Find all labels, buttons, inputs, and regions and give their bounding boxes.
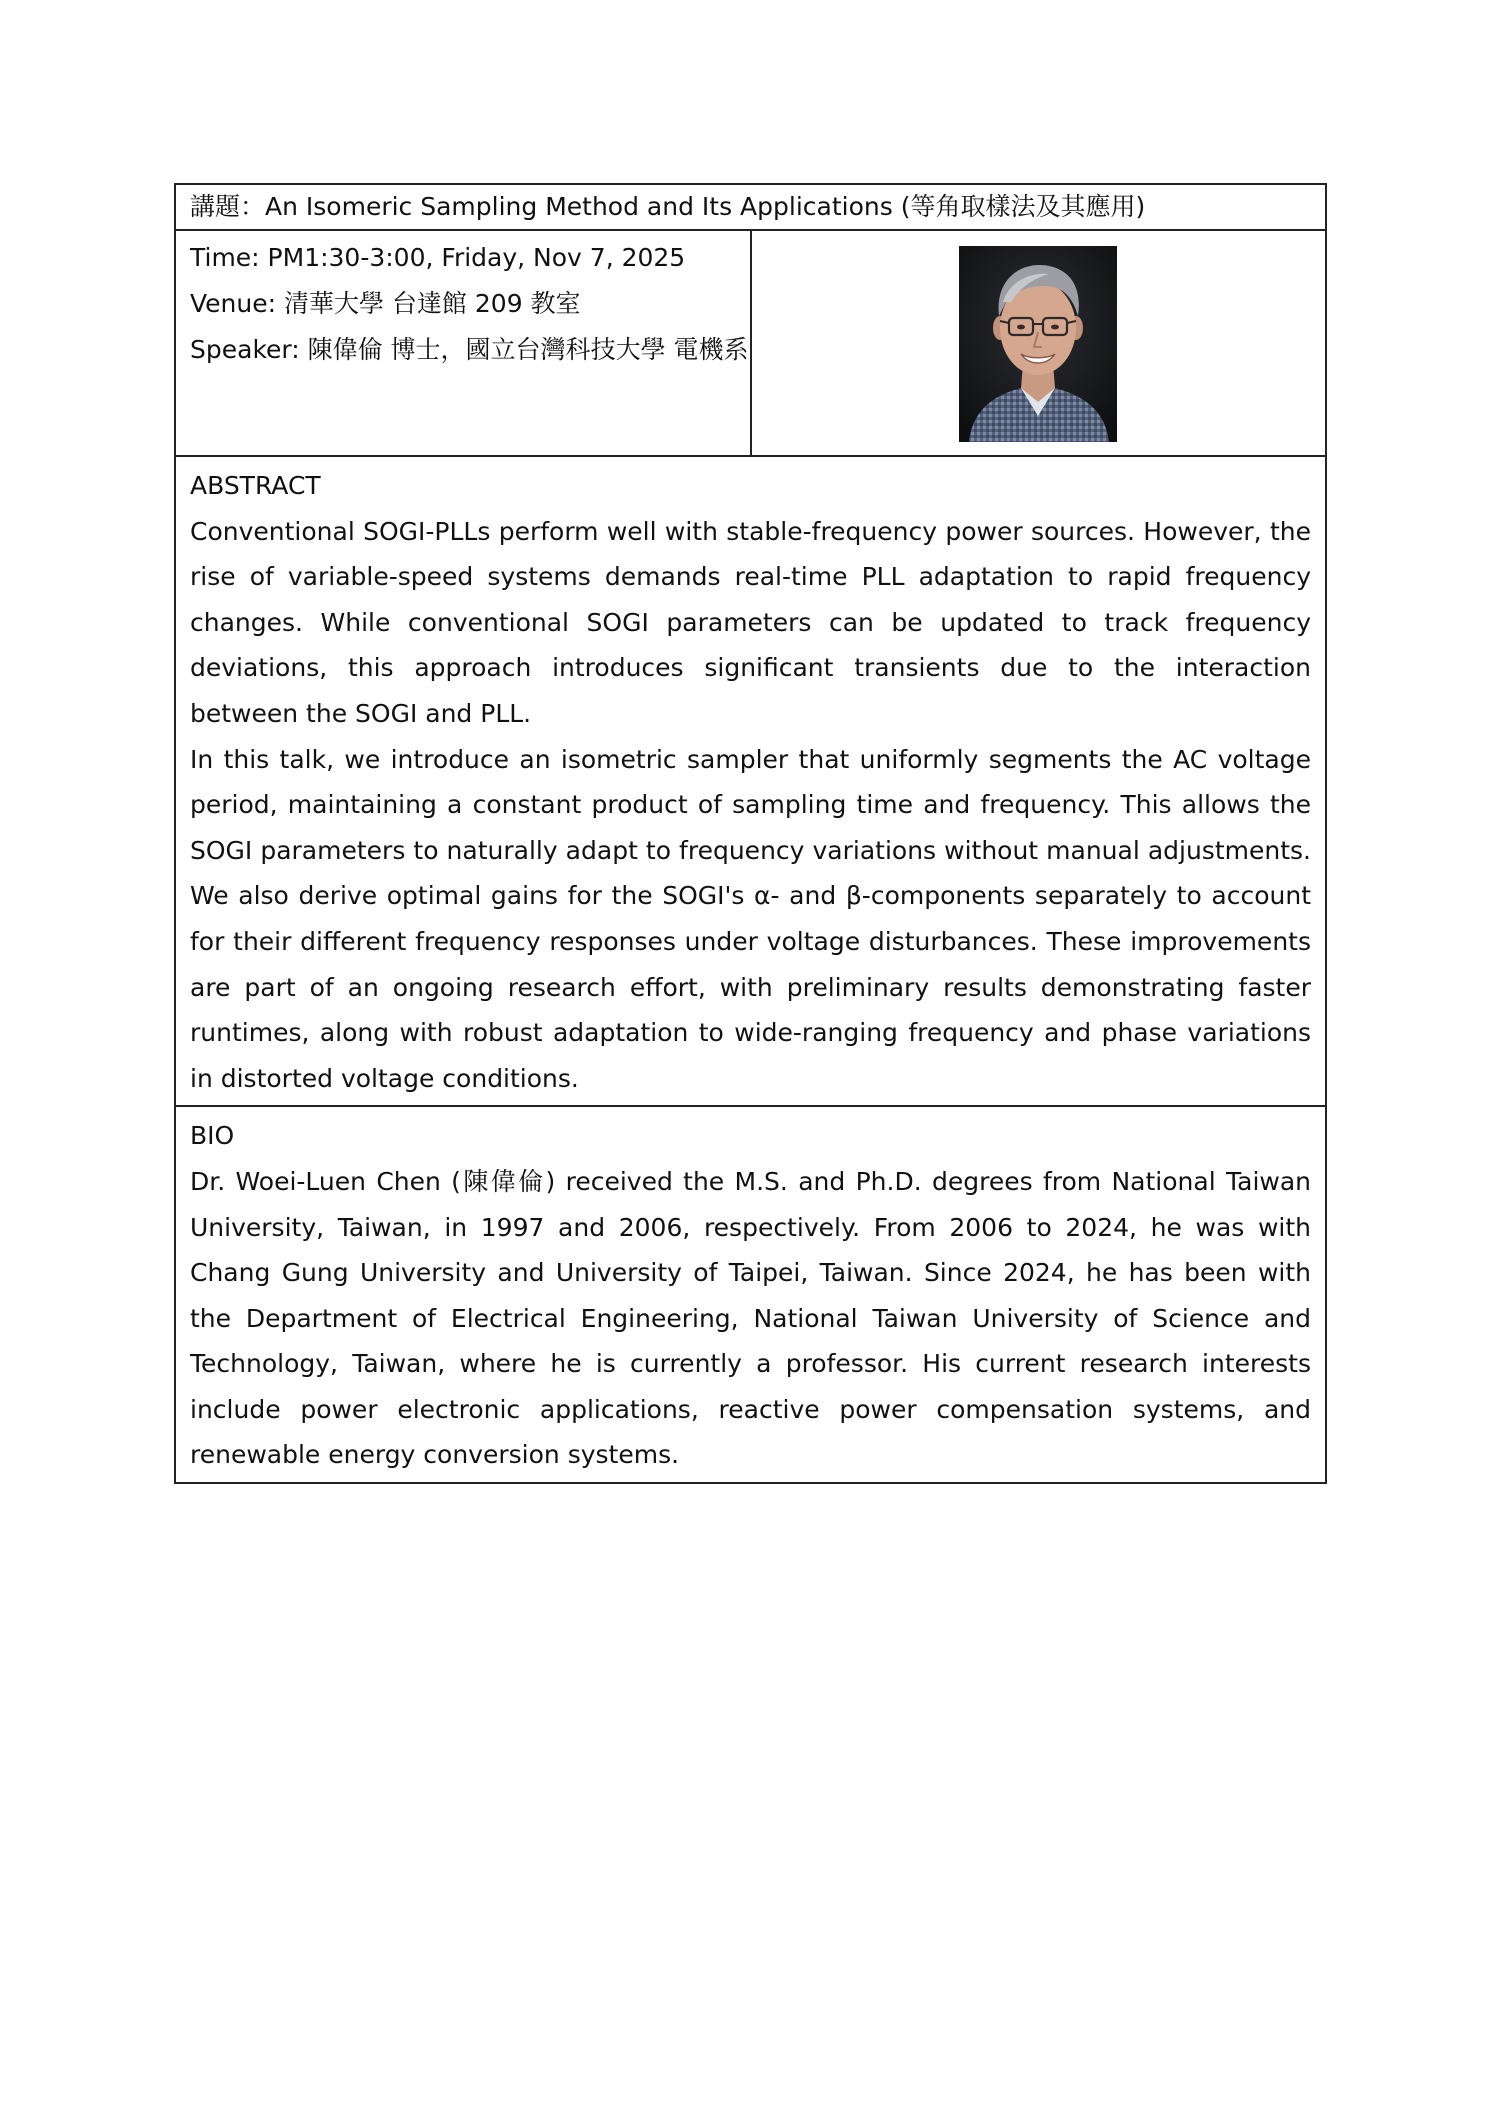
talk-title-cell bbox=[175, 184, 1326, 230]
event-venue: Venue: 清華大學 台達館 209 教室 bbox=[190, 289, 581, 318]
seminar-announcement-table bbox=[174, 183, 1327, 1484]
bio-paragraph: Dr. Woei-Luen Chen (陳偉倫) received the M.S. and Ph.D. degrees from National Taiwan University, Taiwan, in 1997 and 2006, respectively. From 2006 to 2024, he was with Chang Gung University and University of Taipei, Taiwan. Since 2024, he has been with the Department of Electrical Engineering, National Taiwan University of Science and Technology, Taiwan, where he is currently a professor. His current research interests include power electronic applications, reactive power compensation systems, and renewable energy conversion systems. bbox=[190, 1166, 1311, 1470]
abstract-paragraph-2: In this talk, we introduce an isometric sampler that uniformly segments the AC voltage period, maintaining a constant product of sampling time and frequency. This allows the SOGI parameters to naturally adapt to frequency variations without manual adjustments. We also derive optimal gains for the SOGI's α- and β-components separately to account for their different frequency responses under voltage disturbances. These improvements are part of an ongoing research effort, with preliminary results demonstrating faster runtimes, along with robust adaptation to wide-ranging frequency and phase variations in distorted voltage conditions. bbox=[190, 744, 1311, 1093]
speaker-photo-cell bbox=[751, 230, 1327, 456]
talk-title: 講題：An Isomeric Sampling Method and Its Applications (等角取樣法及其應用) bbox=[190, 192, 1146, 221]
abstract-section bbox=[175, 456, 1326, 1106]
event-info-cell bbox=[175, 230, 751, 456]
event-time: Time: PM1:30-3:00, Friday, Nov 7, 2025 bbox=[190, 243, 686, 272]
bio-section bbox=[175, 1106, 1326, 1483]
event-speaker: Speaker: 陳偉倫 博士，國立台灣科技大學 電機系 bbox=[190, 335, 749, 364]
speaker-photo bbox=[959, 246, 1117, 442]
bio-heading: BIO bbox=[190, 1121, 235, 1151]
abstract-heading: ABSTRACT bbox=[190, 471, 321, 500]
abstract-paragraph-1: Conventional SOGI-PLLs perform well with stable-frequency power sources. However, the rise of variable-speed systems demands real-time PLL adaptation to rapid frequency changes. While conventional SOGI parameters can be updated to track frequency deviations, this approach introduces significant transients due to the interaction between the SOGI and PLL. bbox=[190, 516, 1311, 728]
